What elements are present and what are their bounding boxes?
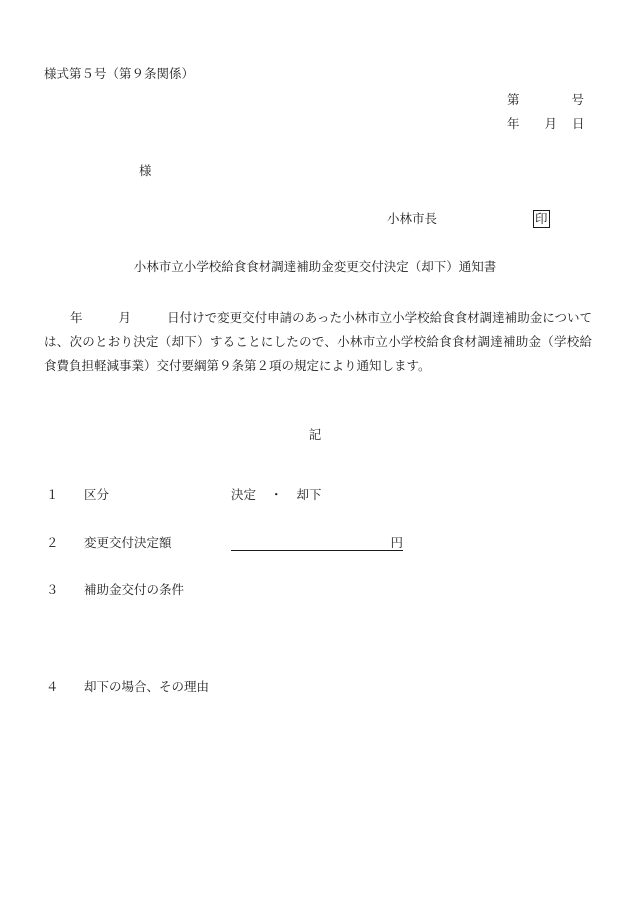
date-month: 月 [544,116,558,131]
document-number [507,92,584,108]
notice-body [44,306,592,378]
item-number: ３ [46,582,59,597]
ki-heading: 記 [308,427,322,442]
body-month: 月 [118,310,132,325]
date-day: 日 [572,116,585,131]
document-date [507,116,585,132]
document-number-prefix: 第 [507,92,520,107]
item-label-reason: 却下の場合、その理由 [84,679,210,694]
sender-name: 小林市長 [387,211,438,226]
date-year: 年 [507,116,520,131]
decision-separator: ・ [270,487,283,502]
decision-reject: 却下 [296,487,322,502]
amount-unit: 円 [390,535,403,550]
body-year: 年 [70,310,83,325]
decision-options [231,487,322,503]
document-title: 小林市立小学校給食食材調達補助金変更交付決定（却下）通知書 [133,259,497,274]
body-text: 日付けで変更交付申請のあった小林市立小学校給食食材調達補助金については、次のとおり決定（却下）することにしたので、小林市立小学校給食食材調達補助金（学校給食費負担軽減事業）交付要綱第９条第２項の規定により通知します。 [44,310,592,373]
addressee-honorific: 様 [139,163,152,178]
item-number: ２ [46,535,59,550]
item-number: ４ [46,679,59,694]
item-label-amount: 変更交付決定額 [84,535,172,550]
decision-approve: 決定 [231,487,257,502]
form-number: 様式第５号（第９条関係） [44,66,195,81]
seal-mark: 印 [535,211,548,226]
item-label-conditions: 補助金交付の条件 [84,582,185,597]
document-number-suffix: 号 [571,92,585,107]
item-number: １ [46,487,59,502]
item-label-category: 区分 [84,487,110,502]
amount-field [231,535,403,551]
